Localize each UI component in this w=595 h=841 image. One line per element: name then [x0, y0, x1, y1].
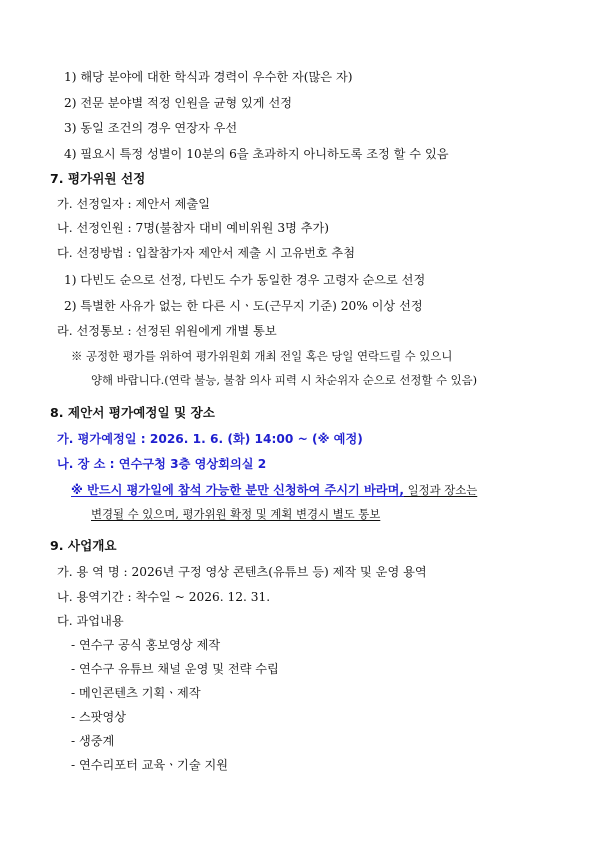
criteria-item: 3) 동일 조건의 경우 연장자 우선: [64, 121, 238, 135]
section-7-item-ga: 가. 선정일자 : 제안서 제출일: [57, 197, 210, 211]
attendance-notice: ※ 반드시 평가일에 참석 가능한 분만 신청하여 주시기 바라며,: [71, 483, 404, 497]
criteria-item: 1) 해당 분야에 대한 학식과 경력이 우수한 자(많은 자): [64, 70, 353, 84]
project-period: 나. 용역기간 : 착수일 ~ 2026. 12. 31.: [57, 590, 271, 604]
section-9-title: 9. 사업개요: [50, 538, 117, 553]
section-7-note: ※ 공정한 평가를 위하여 평가위원회 개최 전일 혹은 당일 연락드릴 수 있으니: [71, 349, 453, 363]
task-item: - 연수구 공식 홍보영상 제작: [71, 638, 221, 652]
task-item: - 연수구 유튜브 채널 운영 및 전략 수립: [71, 662, 279, 676]
section-7-item-na: 나. 선정인원 : 7명(불참자 대비 예비위원 3명 추가): [57, 221, 330, 235]
section-8-note-cont: 변경될 수 있으며, 평가위원 확정 및 계획 변경시 별도 통보: [91, 507, 381, 521]
section-8-note: [71, 482, 477, 498]
section-7-subitem: 2) 특별한 사유가 없는 한 다른 시ㆍ도(근무지 기준) 20% 이상 선정: [64, 299, 423, 313]
section-7-item-da: 다. 선정방법 : 입찰참가자 제안서 제출 시 고유번호 추첨: [57, 246, 355, 260]
task-item: - 메인콘텐츠 기획ㆍ제작: [71, 686, 201, 700]
evaluation-date: 가. 평가예정일 : 2026. 1. 6. (화) 14:00 ~ (※ 예정): [57, 432, 363, 446]
section-7-item-ra: 라. 선정통보 : 선정된 위원에게 개별 통보: [57, 324, 277, 338]
section-7-subitem: 1) 다빈도 순으로 선정, 다빈도 수가 동일한 경우 고령자 순으로 선정: [64, 273, 426, 287]
evaluation-place: 나. 장 소 : 연수구청 3층 영상회의실 2: [57, 457, 267, 471]
section-8-title: 8. 제안서 평가예정일 및 장소: [50, 405, 215, 420]
task-item: - 연수리포터 교육ㆍ기술 지원: [71, 758, 229, 772]
project-scope-label: 다. 과업내용: [57, 614, 124, 628]
criteria-item: 2) 전문 분야별 적정 인원을 균형 있게 선정: [64, 96, 292, 110]
project-name: 가. 용 역 명 : 2026년 구정 영상 콘텐츠(유튜브 등) 제작 및 운영 용역: [57, 565, 427, 579]
section-7-title: 7. 평가위원 선정: [50, 171, 146, 186]
section-7-note-cont: 양해 바랍니다.(연락 불능, 불참 의사 피력 시 차순위자 순으로 선정할 수 있음): [91, 373, 478, 387]
criteria-item: 4) 필요시 특정 성별이 10분의 6을 초과하지 아니하도록 조정 할 수 있음: [64, 147, 449, 161]
task-item: - 생중계: [71, 734, 115, 748]
schedule-notice: 일정과 장소는: [403, 483, 478, 497]
task-item: - 스팟영상: [71, 710, 127, 724]
